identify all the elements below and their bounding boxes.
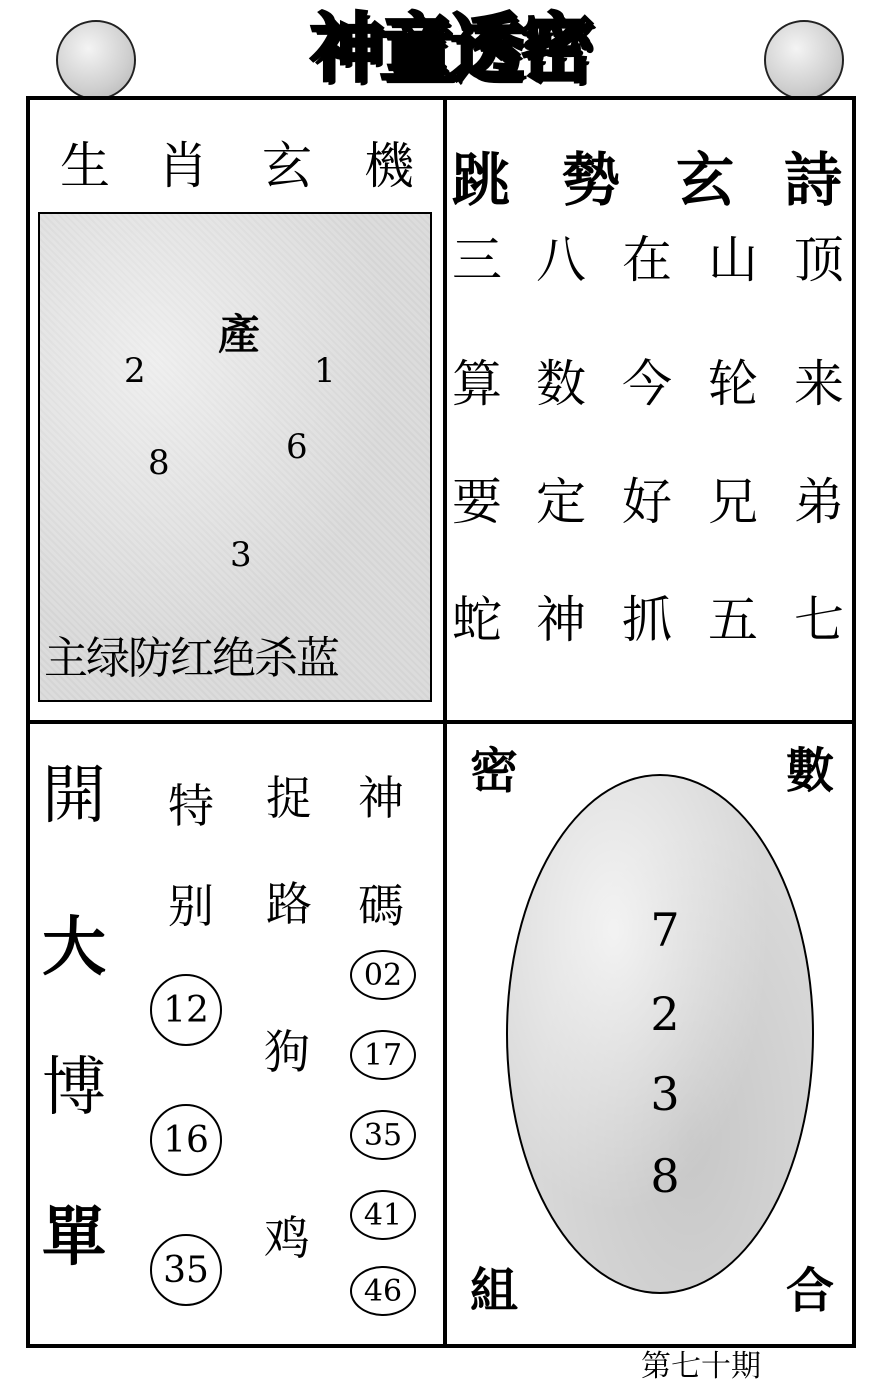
- animal-char: 鸡: [264, 1211, 310, 1265]
- poem-char: 定: [536, 473, 586, 531]
- code-number-circle: 17: [350, 1030, 416, 1080]
- poem-char: 七: [794, 591, 844, 649]
- special-number-circle: 12: [150, 974, 222, 1046]
- animal-char: 狗: [264, 1025, 310, 1079]
- poem-char: 弟: [794, 473, 844, 531]
- secret-digit: 7: [650, 903, 680, 957]
- issue-label: 第七十期: [641, 1349, 761, 1384]
- bet-big-char: 單: [42, 1200, 106, 1275]
- zodiac-number: 8: [148, 443, 170, 483]
- road-heading-char: 捉: [266, 771, 312, 825]
- poem-char: 顶: [794, 231, 844, 289]
- code-number-circle: 41: [350, 1190, 416, 1240]
- poem-char: 数: [536, 355, 586, 413]
- poem-char: 兄: [708, 473, 758, 531]
- poem-char: 抓: [622, 591, 672, 649]
- secret-corner-char: 組: [470, 1263, 519, 1319]
- poem-char: 好: [622, 473, 672, 531]
- poem-char: 山: [708, 231, 758, 289]
- code-number-circle: 02: [350, 950, 416, 1000]
- bet-big-char: 開: [42, 759, 106, 833]
- road-heading-char: 路: [266, 877, 312, 931]
- poem-char: 来: [794, 355, 844, 413]
- zodiac-number: 6: [286, 427, 308, 467]
- bet-big-char: 博: [42, 1051, 106, 1125]
- poem-heading-char: 跳: [452, 146, 511, 214]
- secret-corner-char: 合: [786, 1263, 835, 1319]
- code-heading-char: 神: [358, 771, 404, 825]
- poem-char: 神: [536, 591, 586, 649]
- special-number-circle: 16: [150, 1104, 222, 1176]
- zodiac-heading-char: 生: [60, 137, 110, 195]
- poem-heading-char: 勢: [562, 146, 621, 214]
- bet-big-char: 大: [42, 910, 106, 985]
- page-title: 神童透密: [310, 6, 590, 92]
- poem-char: 算: [452, 355, 502, 413]
- poem-heading-char: 詩: [784, 146, 843, 214]
- poem-char: 要: [452, 473, 502, 531]
- code-number-circle: 46: [350, 1266, 416, 1316]
- zodiac-image-box: [38, 212, 432, 702]
- poem-char: 五: [708, 591, 758, 649]
- poem-char: 在: [622, 231, 672, 289]
- poem-char: 今: [622, 355, 672, 413]
- poem-heading-char: 玄: [676, 146, 735, 214]
- right-ball-ornament: [764, 20, 844, 100]
- secret-digit: 2: [650, 987, 680, 1041]
- poem-char: 蛇: [452, 591, 502, 649]
- zodiac-footer-text: 主绿防红绝杀蓝: [44, 633, 338, 684]
- horizontal-divider: [28, 720, 854, 724]
- secret-corner-char: 數: [786, 743, 835, 799]
- code-heading-char: 碼: [358, 879, 404, 933]
- special-heading-char: 别: [168, 879, 214, 933]
- zodiac-number: 1: [314, 351, 336, 391]
- code-number-circle: 35: [350, 1110, 416, 1160]
- zodiac-label-char: 產: [218, 310, 261, 359]
- poem-char: 三: [452, 231, 502, 289]
- poem-char: 八: [536, 231, 586, 289]
- zodiac-heading-char: 肖: [158, 137, 208, 195]
- zodiac-heading-char: 玄: [262, 137, 312, 195]
- zodiac-number: 3: [230, 535, 252, 575]
- secret-digit: 3: [650, 1067, 680, 1121]
- special-number-circle: 35: [150, 1234, 222, 1306]
- secret-corner-char: 密: [470, 743, 519, 799]
- zodiac-number: 2: [124, 351, 146, 391]
- left-ball-ornament: [56, 20, 136, 100]
- secret-digit: 8: [650, 1149, 680, 1203]
- poem-char: 轮: [708, 355, 758, 413]
- zodiac-heading-char: 機: [364, 137, 414, 195]
- special-heading-char: 特: [168, 779, 214, 833]
